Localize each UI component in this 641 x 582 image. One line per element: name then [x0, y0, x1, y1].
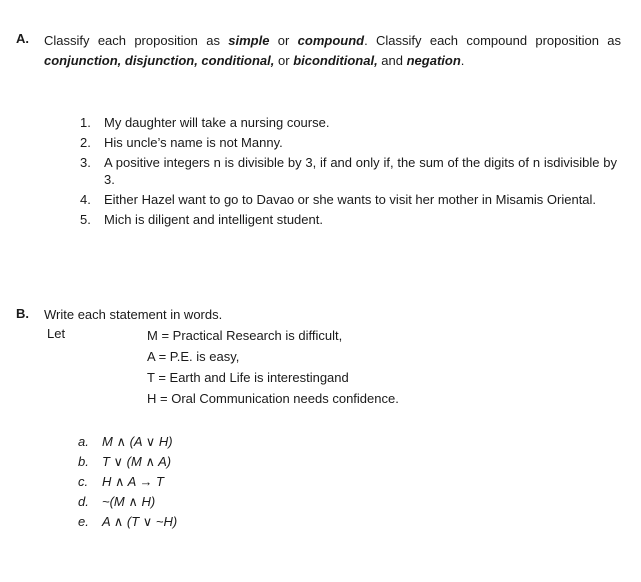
expression-label: d. [78, 494, 89, 509]
list-item [78, 432, 177, 452]
item-number: 1. [80, 115, 91, 130]
list-item [78, 492, 177, 512]
list-item [80, 114, 617, 131]
expression-text: T ∨ (M ∧ A) [102, 454, 172, 469]
item-text: His uncle’s name is not Manny. [104, 135, 283, 150]
item-text: A positive integers n is divisible by 3, if and only if, the sum of the digits of n isdivisible by 3. [104, 155, 617, 187]
expression-label: c. [78, 474, 89, 489]
definition-t: T = Earth and Life is interestingand [147, 370, 349, 385]
expression-list [78, 432, 177, 532]
item-number: 5. [80, 212, 91, 227]
expression-text: A ∧ (T ∨ ~H) [102, 514, 178, 529]
definition-h: H = Oral Communication needs confidence. [147, 391, 399, 406]
list-item [80, 211, 617, 228]
item-number: 2. [80, 135, 91, 150]
item-text: Either Hazel want to go to Davao or she wants to visit her mother in Misamis Oriental. [104, 192, 597, 207]
list-item [78, 472, 177, 492]
section-b-label: B. [16, 306, 29, 321]
list-item [78, 452, 177, 472]
item-text: My daughter will take a nursing course. [104, 115, 330, 130]
item-number: 4. [80, 192, 91, 207]
list-item [78, 512, 177, 532]
term-negation: negation [406, 53, 461, 68]
section-a-label: A. [16, 31, 29, 46]
expression-text: ~(M ∧ H) [102, 494, 156, 509]
proposition-list [80, 114, 617, 231]
expression-text: M ∧ (A ∨ H) [102, 434, 173, 449]
term-biconditional: biconditional, [293, 53, 378, 68]
list-item [80, 134, 617, 151]
definition-a: A = P.E. is easy, [147, 349, 240, 364]
variable-definitions [147, 325, 399, 409]
expression-label: a. [78, 434, 89, 449]
list-item [80, 154, 617, 188]
item-number: 3. [80, 155, 91, 170]
item-text: Mich is diligent and intelligent student. [104, 212, 323, 227]
expression-label: e. [78, 514, 89, 529]
definition-m: M = Practical Research is difficult, [147, 328, 343, 343]
list-item [80, 191, 617, 208]
term-compound: compound [297, 33, 365, 48]
section-b-title: Write each statement in words. [44, 307, 223, 322]
expression-text: H ∧ A → T [102, 474, 164, 489]
term-simple: simple [228, 33, 270, 48]
expression-label: b. [78, 454, 89, 469]
section-a-instruction: Classify each proposition as simple or compound. Classify each compound proposition as conjunction, disjunction, conditional, or biconditional, and negation. [44, 33, 621, 68]
term-connectives: conjunction, disjunction, conditional, [44, 53, 275, 68]
let-label: Let [47, 326, 66, 341]
